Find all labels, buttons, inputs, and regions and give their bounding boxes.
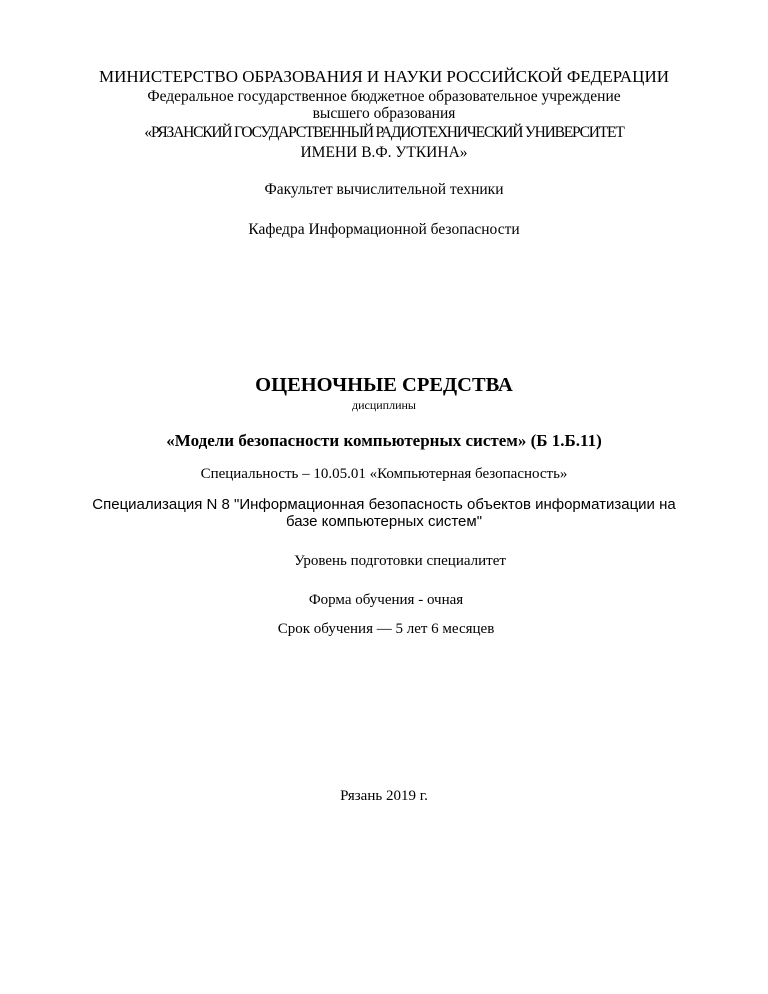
study-form: Форма обучения - очная: [308, 592, 464, 608]
study-term: Срок обучения — 5 лет 6 месяцев: [277, 621, 495, 637]
department-name: Кафедра Информационной безопасности: [248, 221, 520, 238]
document-subtitle: дисциплины: [351, 398, 416, 412]
specialization-line1: Специализация N 8 "Информационная безопасность объектов информатизации на: [92, 496, 676, 513]
specialty-line: Специальность – 10.05.01 «Компьютерная безопасность»: [200, 466, 568, 482]
document-title: ОЦЕНОЧНЫЕ СРЕДСТВА: [255, 374, 513, 396]
faculty-name: Факультет вычислительной техники: [264, 181, 504, 198]
university-name-line2: ИМЕНИ В.Ф. УТКИНА»: [300, 144, 468, 161]
university-name-line1: «РЯЗАНСКИЙ ГОСУДАРСТВЕННЫЙ РАДИОТЕХНИЧЕСКИЙ УНИВЕРСИТЕТ: [144, 124, 624, 141]
institution-type: Федеральное государственное бюджетное образовательное учреждение: [147, 88, 621, 105]
city-year: Рязань 2019 г.: [340, 788, 428, 804]
ministry-heading: МИНИСТЕРСТВО ОБРАЗОВАНИЯ И НАУКИ РОССИЙСКОЙ ФЕДЕРАЦИИ: [98, 67, 670, 86]
education-level: высшего образования: [312, 105, 456, 122]
specialization-line2: базе компьютерных систем": [285, 513, 483, 530]
course-name: «Модели безопасности компьютерных систем» (Б 1.Б.11): [166, 431, 602, 450]
training-level: Уровень подготовки специалитет: [294, 553, 506, 569]
